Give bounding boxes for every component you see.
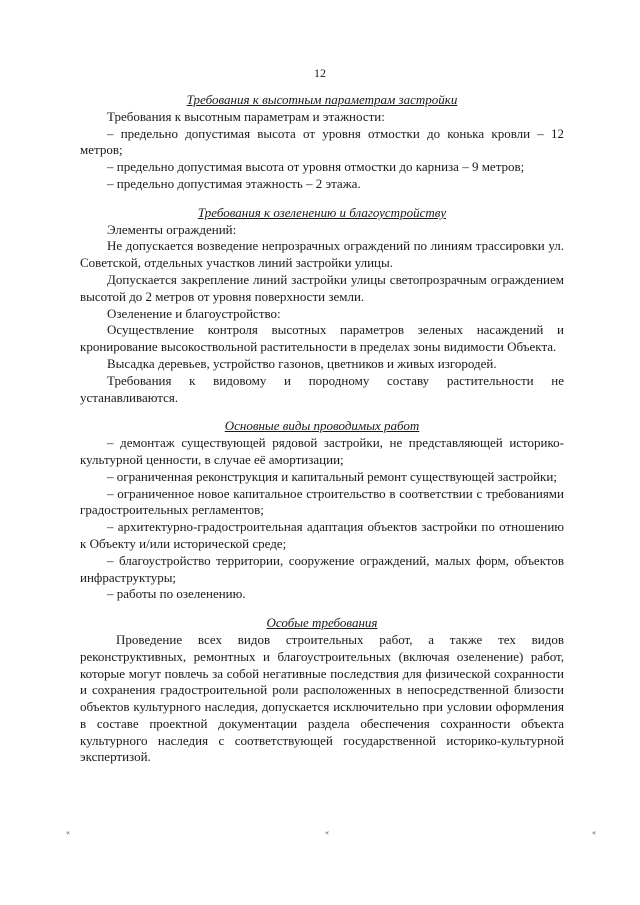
list-item: – предельно допустимая этажность – 2 этажа. (107, 175, 361, 191)
list-item: – работы по озеленению. (107, 586, 246, 602)
list-item: – демонтаж существующей рядовой застройки, не представляющей историко-культурной ценности, в случае её амортизации; (80, 435, 564, 467)
list-item: – архитектурно-градостроительная адаптация объектов застройки по отношению к Объекту и/или исторической среде; (80, 519, 564, 551)
footer-mark: « (325, 828, 329, 837)
paragraph: Допускается закрепление линий застройки улицы светопрозрачным ограждением высотой до 2 метров от уровня поверхности земли. (80, 271, 564, 304)
section-heading-greening: Требования к озеленению и благоустройству (197, 204, 447, 220)
list-item: – предельно допустимая высота от уровня отмостки до карниза – 9 метров; (107, 159, 525, 175)
section-heading-height: Требования к высотным параметрам застройки (186, 92, 458, 107)
section-heading-special: Особые требования (266, 615, 378, 631)
paragraph: Озеленение и благоустройство: (107, 305, 281, 321)
document-body (80, 92, 564, 766)
paragraph: Элементы ограждений: (107, 221, 237, 237)
footer-mark: « (592, 828, 596, 837)
list-item: – ограниченное новое капитальное строительство в соответствии с требованиями градостроительных регламентов; (80, 485, 564, 518)
list-item: – предельно допустимая высота от уровня отмостки до конька кровли – 12 метров; (80, 125, 564, 158)
footer-mark: « (66, 828, 70, 837)
paragraph: Осуществление контроля высотных параметров зеленых насаждений и кронирование высокоствольной растительности в пределах зоны видимости Объекта. (80, 322, 564, 355)
list-item: – благоустройство территории, сооружение ограждений, малых форм, объектов инфраструктуры; (80, 552, 564, 585)
paragraph: Требования к высотным параметрам и этажности: (107, 108, 385, 124)
paragraph: Требования к видовому и породному составу растительности не устанавливаются. (80, 372, 564, 405)
paragraph: Проведение всех видов строительных работ, а также тех видов реконструктивных, ремонтных и благоустроительных (включая озеленение) работ, которые могут повлечь за собой негативные последствия для физической сохранности и сохранения градостроительной роли расположенных в непосредственной близости объектов культурного наследия, допускается исключительно при условии оформления в составе проектной документации раздела обеспечения сохранности объекта культурного наследия с соответствующей государственной историко-культурной экспертизой. (80, 631, 564, 765)
page-number: 12 (314, 66, 326, 80)
paragraph: Не допускается возведение непрозрачных ограждений по линиям трассировки ул. Советской, отдельных участков линий застройки улицы. (80, 238, 564, 271)
list-item: – ограниченная реконструкция и капитальный ремонт существующей застройки; (107, 468, 557, 484)
paragraph: Высадка деревьев, устройство газонов, цветников и живых изгородей. (107, 355, 497, 371)
section-heading-works: Основные виды проводимых работ (224, 418, 420, 434)
